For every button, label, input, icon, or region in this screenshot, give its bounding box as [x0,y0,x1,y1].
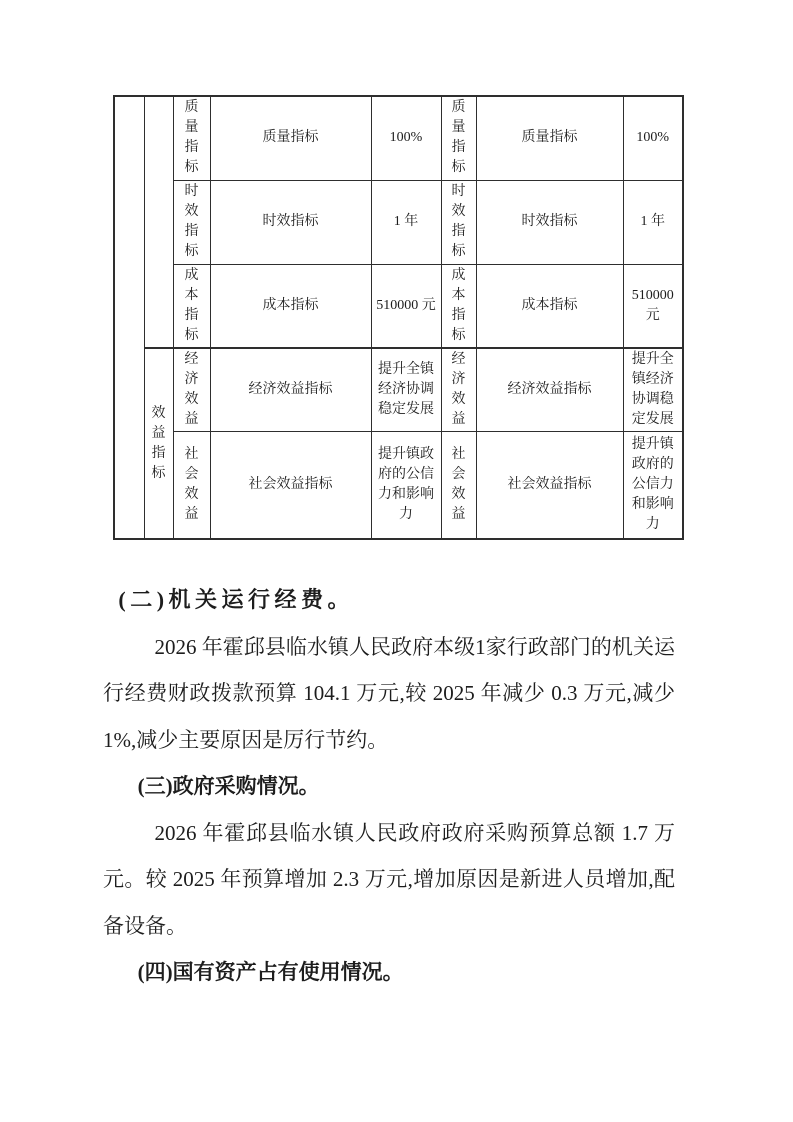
value-cell-cost-right: 510000 元 [623,264,683,348]
category-cell-timeliness-right [441,180,476,264]
section-heading-government-procurement: (三)政府采购情况。 [137,774,320,798]
label-cell-social-right: 社会效益指标 [476,431,623,539]
performance-indicator-table [113,95,684,540]
vertical-label: 经济效益 [451,351,466,427]
vertical-label: 经济效益 [184,351,199,427]
value-cell-quality-right: 100% [623,96,683,180]
value-cell-economic-left: 提升全镇经济协调稳定发展 [371,348,441,431]
document-body [103,577,675,996]
label-cell-social-left: 社会效益指标 [210,431,371,539]
label-cell-economic-right: 经济效益指标 [476,348,623,431]
category-cell-cost-right [441,264,476,348]
table-row-economic-benefit [114,348,683,431]
label-cell-timeliness-right: 时效指标 [476,180,623,264]
value-cell-economic-right: 提升全镇经济协调稳定发展 [623,348,683,431]
category-cell-timeliness-left [173,180,210,264]
value-cell-timeliness-left: 1 年 [371,180,441,264]
label-cell-cost-left: 成本指标 [210,264,371,348]
value-cell-cost-left: 510000 元 [371,264,441,348]
category-cell-social-right [441,431,476,539]
benefit-group-cell [144,348,173,539]
vertical-label: 成本指标 [184,267,199,343]
category-cell-economic-right [441,348,476,431]
spacer-column-cell [114,96,144,539]
table-row-quality [114,96,683,180]
section-heading-state-owned-assets: (四)国有资产占有使用情况。 [137,960,404,984]
value-cell-timeliness-right: 1 年 [623,180,683,264]
category-cell-quality-right [441,96,476,180]
vertical-label: 成本指标 [451,267,466,343]
vertical-label: 社会效益 [184,446,199,522]
category-cell-quality-left [173,96,210,180]
label-cell-timeliness-left: 时效指标 [210,180,371,264]
vertical-label: 社会效益 [451,446,466,522]
value-cell-quality-left: 100% [371,96,441,180]
label-cell-cost-right: 成本指标 [476,264,623,348]
table-row-timeliness [114,180,683,264]
category-cell-social-left [173,431,210,539]
vertical-label: 时效指标 [184,184,199,259]
vertical-label: 质量指标 [184,100,199,176]
table-row-social-benefit [114,431,683,539]
label-cell-economic-left: 经济效益指标 [210,348,371,431]
paragraph-agency-operating-funds: 2026 年霍邱县临水镇人民政府本级1家行政部门的机关运行经费财政拨款预算 104.1 万元,较 2025 年减少 0.3 万元,减少 1%,减少主要原因是厉行节约。 [103,634,675,752]
vertical-label: 质量指标 [451,100,466,176]
section-heading-agency-operating-funds: (二)机关运行经费。 [118,587,355,612]
vertical-label: 效益指标 [151,405,166,481]
value-cell-social-left: 提升镇政府的公信力和影响力 [371,431,441,539]
label-cell-quality-right: 质量指标 [476,96,623,180]
label-cell-quality-left: 质量指标 [210,96,371,180]
table-row-cost [114,264,683,348]
category-cell-cost-left [173,264,210,348]
output-group-cell-empty [144,96,173,348]
paragraph-government-procurement: 2026 年霍邱县临水镇人民政府政府采购预算总额 1.7 万元。较 2025 年预算增加 2.3 万元,增加原因是新进人员增加,配备设备。 [103,820,675,938]
value-cell-social-right: 提升镇政府的公信力和影响力 [623,431,683,539]
category-cell-economic-left [173,348,210,431]
vertical-label: 时效指标 [451,184,466,259]
